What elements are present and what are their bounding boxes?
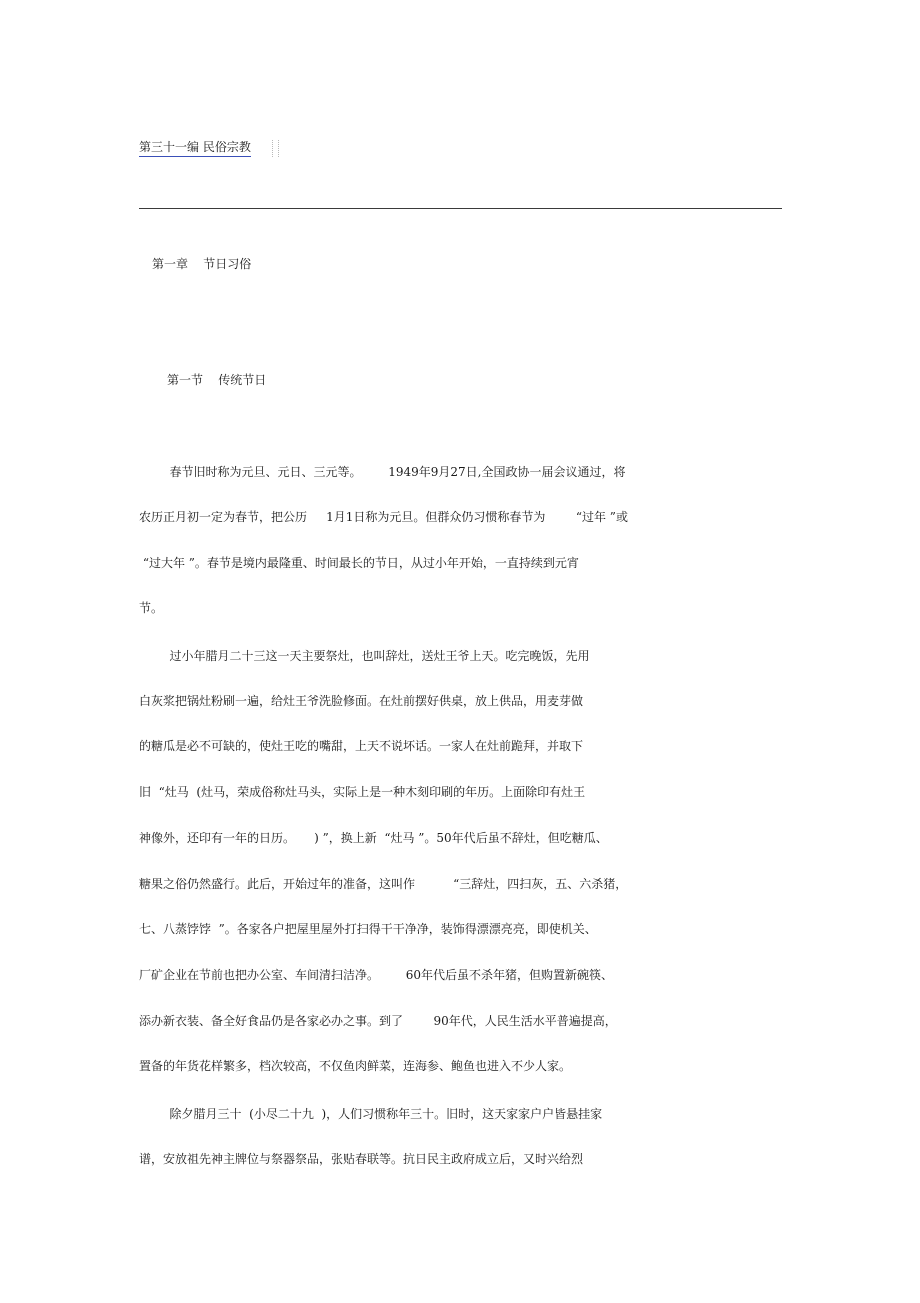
header-title: 第三十一编 民俗宗教 [139, 139, 251, 157]
body-line: 谱，安放祖先神主牌位与祭器祭品，张贴春联等。抗日民主政府成立后，又时兴给烈 [139, 1152, 584, 1166]
body-line: 旧 “灶马 (灶马，荣成俗称灶马头，实际上是一种木刻印刷的年历。上面除印有灶王 [139, 785, 586, 799]
body-line: 节。 [139, 601, 164, 615]
body-line: “过大年 ”。春节是境内最隆重、时间最长的节日，从过小年开始，一直持续到元宵 [139, 556, 579, 570]
body-line: 的糖瓜是必不可缺的，使灶王吃的嘴甜，上天不说坏话。一家人在灶前跪拜，并取下 [139, 739, 584, 753]
body-line: 添办新衣装、备全好食品仍是各家必办之事。到了 90年代，人民生活水平普遍提高， [139, 1014, 617, 1028]
body-line: 农历正月初一定为春节，把公历 1月1日称为元旦。但群众仍习惯称春节为 “过年 ”或 [139, 510, 628, 524]
body-line: 置备的年货花样繁多，档次较高，不仅鱼肉鲜菜，连海参、鲍鱼也进入不少人家。 [139, 1059, 572, 1073]
body-line: 神像外，还印有一年的日历。 ) ”，换上新 “灶马 ”。50年代后虽不辞灶，但吃糖瓜、 [139, 831, 608, 845]
body-line: 厂矿企业在节前也把办公室、车间清扫洁净。 60年代后虽不杀年猪，但购置新碗筷、 [139, 968, 613, 982]
header-marker [272, 140, 279, 157]
chapter-heading: 第一章 节日习俗 [152, 257, 252, 271]
body-line: 七、八蒸饽饽 ”。各家各户把屋里屋外打扫得干干净净，装饰得漂漂亮亮，即使机关、 [139, 922, 597, 936]
header-rule [139, 208, 782, 209]
body-line: 除夕腊月三十 (小尽二十九 )，人们习惯称年三十。旧时，这天家家户户皆悬挂家 [139, 1107, 603, 1121]
body-line: 糖果之俗仍然盛行。此后，开始过年的准备，这叫作 “三辞灶，四扫灰，五、六杀猪， [139, 877, 628, 891]
section-heading: 第一节 传统节日 [167, 373, 267, 387]
body-line: 过小年腊月二十三这一天主要祭灶，也叫辞灶，送灶王爷上天。吃完晚饭，先用 [139, 649, 590, 663]
body-line: 春节旧时称为元旦、元日、三元等。 1949年9月27日,全国政协一届会议通过，将 [139, 465, 626, 479]
body-line: 白灰浆把锅灶粉刷一遍，给灶王爷洗脸修面。在灶前摆好供桌，放上供品，用麦芽做 [139, 694, 584, 708]
